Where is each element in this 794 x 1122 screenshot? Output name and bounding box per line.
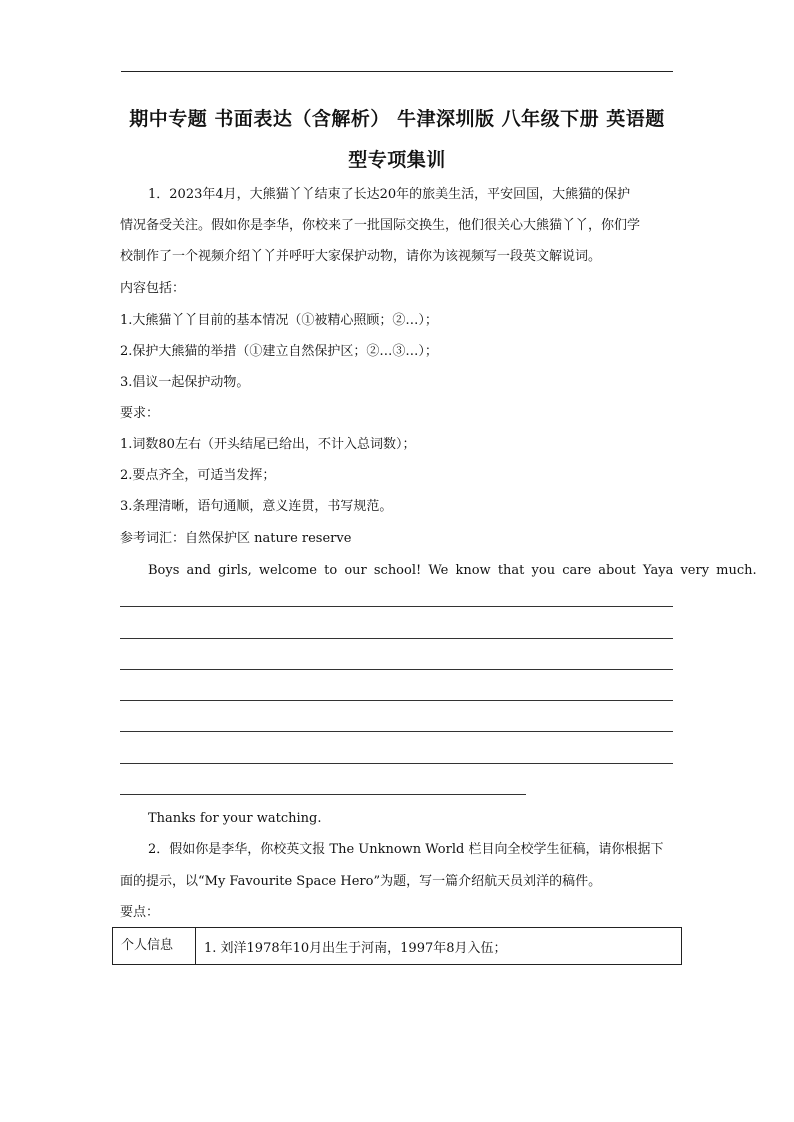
q1-opening-sentence: Boys and girls, welcome to our school! We know that you care about Yaya very much. — [148, 563, 757, 578]
table-cell-content: 1. 刘洋1978年10月出生于河南，1997年8月入伍； — [196, 928, 682, 965]
header-rule — [121, 71, 673, 72]
q2-intro-line-1: 2．假如你是李华，你校英文报 The Unknown World 栏目向全校学生征稿，请你根据下 — [148, 842, 664, 857]
q1-closing-sentence: Thanks for your watching. — [148, 811, 322, 826]
table-row — [113, 928, 682, 965]
answer-line[interactable] — [120, 700, 673, 701]
q1-requirements-label: 要求： — [120, 406, 160, 421]
q1-intro-line-1: 1．2023年4月，大熊猫丫丫结束了长达20年的旅美生活，平安回国，大熊猫的保护 — [148, 187, 631, 202]
q1-requirement-item: 2.要点齐全，可适当发挥； — [120, 468, 276, 483]
q2-intro-line-2: 面的提示，以“My Favourite Space Hero”为题，写一篇介绍航天员刘洋的稿件。 — [120, 874, 602, 889]
answer-line[interactable] — [120, 669, 673, 670]
document-title-line-1: 期中专题 书面表达（含解析） 牛津深圳版 八年级下册 英语题 — [129, 108, 665, 130]
answer-line[interactable] — [120, 638, 673, 639]
q1-content-label: 内容包括： — [120, 281, 186, 296]
q1-intro-line-3: 校制作了一个视频介绍丫丫并呼吁大家保护动物，请你为该视频写一段英文解说词。 — [120, 249, 602, 264]
q1-content-item: 3.倡议一起保护动物。 — [120, 375, 250, 390]
answer-line[interactable] — [120, 794, 526, 795]
q2-points-label: 要点： — [120, 905, 160, 920]
answer-line[interactable] — [120, 731, 673, 732]
q1-requirement-item: 1.词数80左右（开头结尾已给出，不计入总词数）； — [120, 437, 416, 452]
q1-content-item: 1.大熊猫丫丫目前的基本情况（①被精心照顾；②…）； — [120, 313, 438, 328]
q1-vocab-hint: 参考词汇：自然保护区 nature reserve — [120, 531, 352, 546]
table-cell-label: 个人信息 — [113, 928, 196, 965]
q1-requirement-item: 3.条理清晰，语句通顺，意义连贯，书写规范。 — [120, 499, 393, 514]
document-title-line-2: 型专项集训 — [348, 149, 446, 171]
answer-line[interactable] — [120, 763, 673, 764]
q1-intro-line-2: 情况备受关注。假如你是李华，你校来了一批国际交换生，他们很关心大熊猫丫丫，你们学 — [120, 218, 641, 233]
q2-points-table — [112, 927, 682, 965]
answer-line[interactable] — [120, 606, 673, 607]
q1-content-item: 2.保护大熊猫的举措（①建立自然保护区；②…③…）； — [120, 344, 438, 359]
